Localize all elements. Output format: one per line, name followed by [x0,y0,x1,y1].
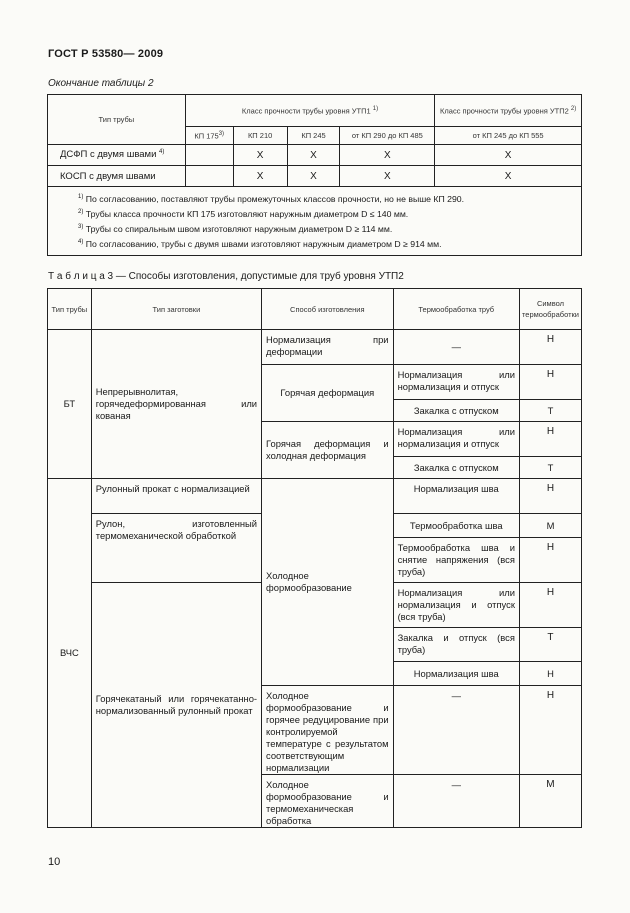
heat-cell: Термообработка шва [393,514,519,538]
col-kp245-555-header: от КП 245 до КП 555 [435,127,582,145]
footnote: $^{3)}$ Трубы со спиральным швом изготовляют наружным диаметром D ≥ 114 мм. [78,223,393,234]
table-row [48,145,582,166]
table2-footnotes [48,187,582,256]
symbol-cell: Н [519,479,581,514]
heat-cell: Нормализация или нормализация и отпуск [393,422,519,457]
utp2-group-header: Класс прочности трубы уровня УТП2 $^{2)}$ [435,95,582,127]
col-kp210-header: КП 210 [233,127,287,145]
pipe-type-cell: БТ [48,330,92,479]
cell: X [287,166,340,187]
heat-cell: — [393,330,519,365]
symbol-cell: Н [519,686,581,775]
col-blank-type-header: Тип заготовки [91,289,261,330]
cell: X [233,145,287,166]
symbol-cell: М [519,514,581,538]
table-row [48,330,582,365]
heat-cell: Нормализация шва [393,479,519,514]
symbol-cell: Н [519,422,581,457]
col-symbol-header: Символ термообработки [519,289,581,330]
symbol-cell: Н [519,330,581,365]
pipe-type-cell: ВЧС [48,479,92,828]
cell [185,166,233,187]
heat-cell: Нормализация шва [393,662,519,686]
symbol-cell: Н [519,662,581,686]
blank-type-cell: Горячекатаный или горячекатанно-нормализованный рулонный прокат [91,583,261,828]
blank-type-cell: Рулонный прокат с нормализацией [91,479,261,514]
heat-cell: Закалка с отпуском [393,400,519,422]
blank-type-cell: Непрерывнолитая, горячедеформированная или кованая [91,330,261,479]
method-cell: Холодное формообразование [262,479,394,686]
heat-cell: — [393,775,519,828]
symbol-cell: М [519,775,581,828]
row-label: КОСП с двумя швами [48,166,186,187]
cell: X [435,166,582,187]
footnote: $^{4)}$ По согласованию, трубы с двумя швами изготовляют наружным диаметром D ≥ 914 мм. [78,238,442,249]
heat-cell: Закалка и отпуск (вся труба) [393,628,519,662]
footnote: $^{1)}$ По согласованию, поставляют трубы промежуточных классов прочности, но не выше КП 290. [78,193,465,204]
symbol-cell: Т [519,628,581,662]
cell: X [233,166,287,187]
heat-cell: Термообработка шва и снятие напряжения (вся труба) [393,538,519,583]
utp1-group-header: Класс прочности трубы уровня УТП1 $^{1)}$ [185,95,434,127]
document-header: ГОСТ Р 53580— 2009 [48,48,164,60]
col-kp290-485-header: от КП 290 до КП 485 [340,127,435,145]
col-method-header: Способ изготовления [262,289,394,330]
method-cell: Холодное формообразование и термомеханическая обработка [262,775,394,828]
cell: X [340,166,435,187]
heat-cell: Нормализация или нормализация и отпуск (вся труба) [393,583,519,628]
col-pipe-type-header: Тип трубы [48,95,186,145]
col-kp245-header: КП 245 [287,127,340,145]
method-cell: Горячая деформация [262,365,394,422]
footnote: $^{2)}$ Трубы класса прочности КП 175 изготовляют наружным диаметром D ≤ 140 мм. [78,208,409,219]
table2-continuation-caption: Окончание таблицы 2 [48,78,154,89]
symbol-cell: Н [519,365,581,400]
symbol-cell: Н [519,538,581,583]
method-cell: Горячая деформация и холодная деформация [262,422,394,479]
cell: X [287,145,340,166]
table-2 [47,94,582,256]
blank-type-cell: Рулон, изготовленный термомеханической обработкой [91,514,261,583]
symbol-cell: Н [519,583,581,628]
cell: X [340,145,435,166]
col-kp175-header: КП 175$^{3)}$ [185,127,233,145]
heat-cell: Закалка с отпуском [393,457,519,479]
method-cell: Нормализация при деформации [262,330,394,365]
cell: X [435,145,582,166]
table-row [48,166,582,187]
table-3 [47,288,582,828]
page-number: 10 [48,856,61,868]
table3-caption: Т а б л и ц а 3 — Способы изготовления, допустимые для труб уровня УТП2 [48,271,404,282]
cell [185,145,233,166]
symbol-cell: Т [519,457,581,479]
heat-cell: — [393,686,519,775]
symbol-cell: Т [519,400,581,422]
heat-cell: Нормализация или нормализация и отпуск [393,365,519,400]
table-row [48,479,582,514]
col-heat-treatment-header: Термообработка труб [393,289,519,330]
method-cell: Холодное формообразование и горячее редуцирование при контролируемой температуре с результатом соответствующим нормализации [262,686,394,775]
row-label: ДСФП с двумя швами $^{4)}$ [48,145,186,166]
col-pipe-type-header: Тип трубы [48,289,92,330]
